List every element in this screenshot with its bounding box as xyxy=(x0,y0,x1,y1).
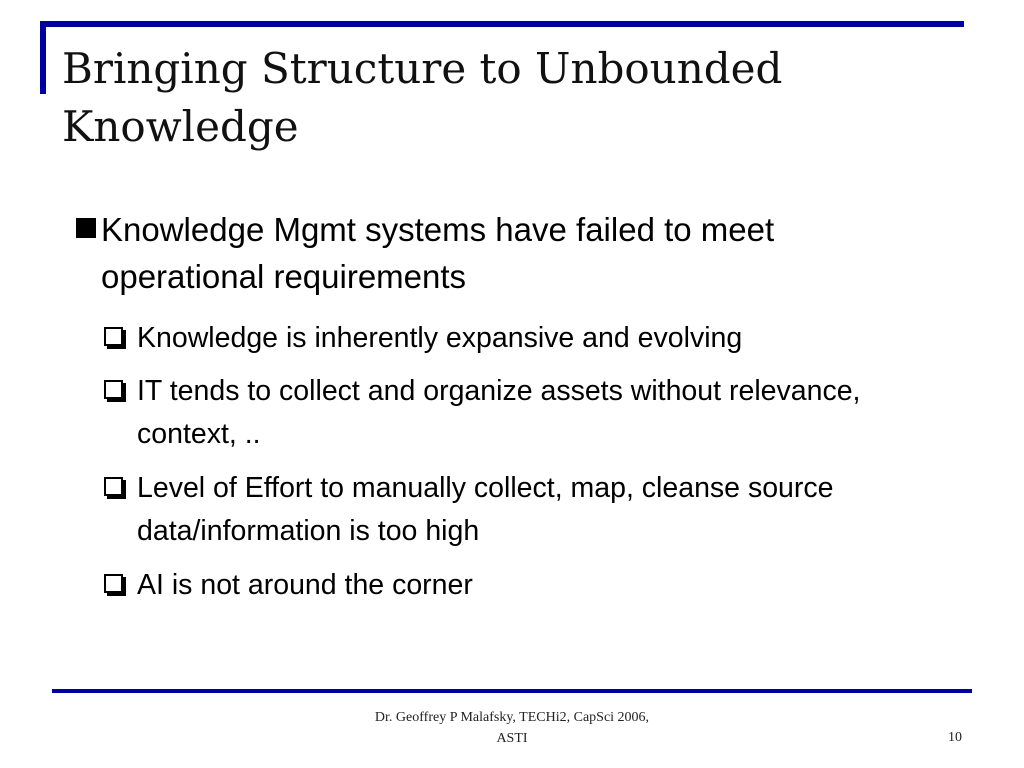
shadowed-box-icon xyxy=(104,477,123,496)
shadowed-box-icon xyxy=(104,380,123,399)
bullet-level2 xyxy=(104,564,934,607)
bullet-level2 xyxy=(104,317,934,360)
bullet-level2 xyxy=(104,467,934,553)
footer-author xyxy=(312,707,712,749)
bullet-level2-text: AI is not around the corner xyxy=(137,569,473,601)
bullet-level1-text: Knowledge Mgmt systems have failed to meet operational requirements xyxy=(101,211,775,295)
bullet-level2-text: Level of Effort to manually collect, map, cleanse source data/information is too high xyxy=(137,472,834,547)
bullet-level2 xyxy=(104,370,934,456)
footer-author-line-1: Dr. Geoffrey P Malafsky, TECHi2, CapSci 2006, xyxy=(374,710,650,725)
bullet-level2-text: IT tends to collect and organize assets without relevance, context, .. xyxy=(137,375,861,450)
footer-author-line-2: ASTI xyxy=(496,731,528,746)
slide-title: Bringing Structure to Unbounded Knowledge xyxy=(62,44,783,151)
shadowed-box-icon xyxy=(104,574,123,593)
shadowed-box-icon xyxy=(104,327,123,346)
bullet-level1 xyxy=(76,206,896,300)
filled-square-icon xyxy=(76,218,96,238)
footer-divider xyxy=(52,689,972,693)
slide-number: 10 xyxy=(948,730,962,745)
bullet-level2-text: Knowledge is inherently expansive and evolving xyxy=(137,322,743,354)
